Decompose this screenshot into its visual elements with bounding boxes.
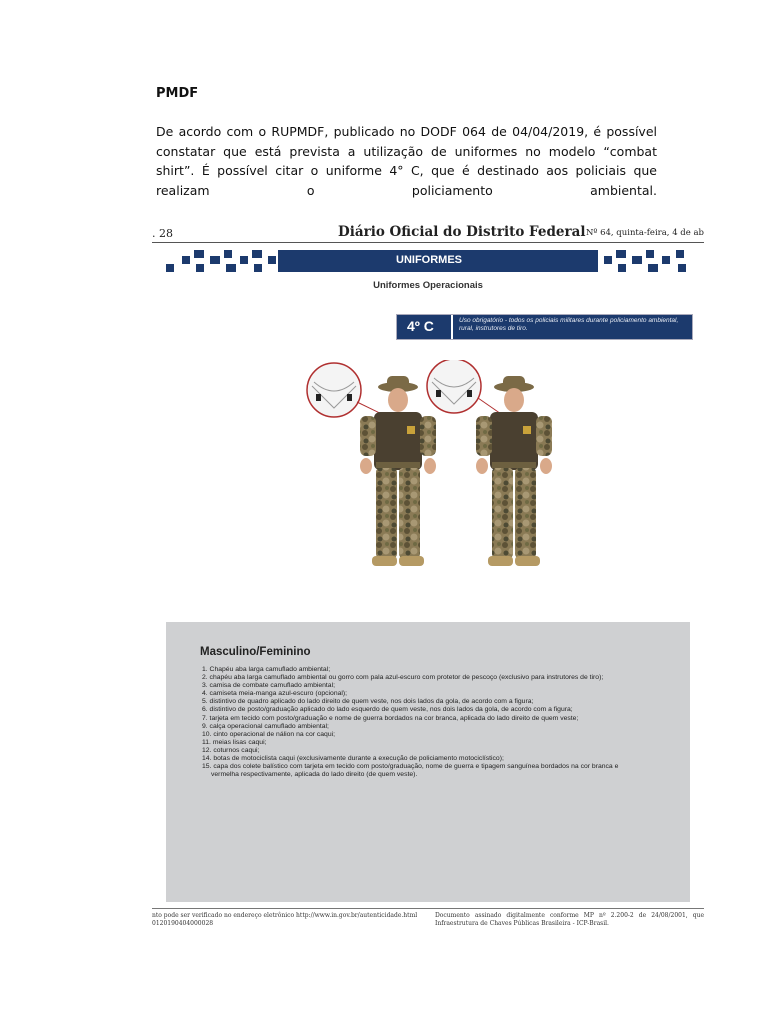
list-item: 6. distintivo de posto/graduação aplicado do lado esquerdo de quem veste, nos dois lados da gola, de acordo com a figura; xyxy=(202,706,573,714)
list-item: 15. capa dos colete balístico com tarjeta em tecido com posto/graduação, nome de guerra e tipagem sanguínea bordados na cor branca e vermelha respectivamente, aplicada do lado direito (de quem veste). xyxy=(202,763,619,779)
list-item: 14. botas de motociclista caqui (exclusivamente durante a execução de policiamento motociclístico); xyxy=(202,755,504,763)
body-paragraph: De acordo com o RUPMDF, publicado no DODF 064 de 04/04/2019, é possível constatar que está prevista a utilização de uniformes no modelo “combat shirt”. É possível citar o uniforme 4° C, que é destinado aos policiais que realizam o policiamento ambiental. xyxy=(156,124,657,198)
uniformes-banner xyxy=(166,250,692,272)
footer-rule xyxy=(152,908,704,909)
list-item: 11. meias lisas caqui; xyxy=(202,738,267,746)
uniform-illustrations xyxy=(152,360,704,580)
uniform-description: Uso obrigatório - todos os policiais militares durante policiamento ambiental, rural, instrutores de tiro. xyxy=(459,317,679,332)
page-number: . 28 xyxy=(152,227,173,240)
newspaper-title: Diário Oficial do Distrito Federal xyxy=(338,224,586,240)
document-heading: PMDF xyxy=(156,86,199,101)
uniform-figure-left xyxy=(360,376,436,566)
uniform-code: 4º C xyxy=(407,318,434,334)
list-item: 10. cinto operacional de nálion na cor caqui; xyxy=(202,730,336,738)
footer-signature-text: Documento assinado digitalmente conforme MP nº 2.200-2 de 24/08/2001, que Infraestrutura de Chaves Públicas Brasileira - ICP-Brasil. xyxy=(435,912,704,927)
collar-detail-right xyxy=(427,360,504,416)
section-subtitle: Uniformes Operacionais xyxy=(373,280,483,291)
banner-title: UNIFORMES xyxy=(396,254,462,266)
list-item: 1. Chapéu aba larga camuflado ambiental; xyxy=(202,666,331,673)
header-rule xyxy=(152,242,704,243)
list-item: 9. calça operacional camuflado ambiental; xyxy=(202,722,329,730)
issue-info: Nº 64, quinta-feira, 4 de ab xyxy=(585,228,704,238)
list-item: 3. camisa de combate camuflado ambiental; xyxy=(202,682,335,690)
uniform-code-box xyxy=(396,314,693,340)
newspaper-clipping xyxy=(152,222,704,932)
collar-detail-left xyxy=(307,363,390,418)
newspaper-header xyxy=(152,222,704,244)
uniform-items-list xyxy=(202,666,642,779)
footer-verification-text: nto pode ser verificado no endereço eletrônico http://www.in.gov.br/autenticidade.html 0120190404000028 xyxy=(152,912,418,927)
code-separator xyxy=(451,315,453,339)
list-item: 5. distintivo de quadro aplicado do lado direito de quem veste, nos dois lados da gola, de acordo com a figura; xyxy=(202,698,534,706)
newspaper-footer xyxy=(152,908,704,932)
list-item: 7. tarjeta em tecido com posto/graduação e nome de guerra bordados na cor branca, aplicada do lado direito de quem veste; xyxy=(202,714,579,722)
uniform-items-panel xyxy=(166,622,690,902)
panel-title: Masculino/Feminino xyxy=(200,646,311,658)
list-item: 4. camiseta meia-manga azul-escuro (opcional); xyxy=(202,690,348,698)
list-item: 12. coturnos caqui; xyxy=(202,746,260,754)
list-item: 2. chapéu aba larga camuflado ambiental ou gorro com pala azul-escuro com protetor de pescoço (exclusivo para instrutores de tiro); xyxy=(202,674,604,682)
